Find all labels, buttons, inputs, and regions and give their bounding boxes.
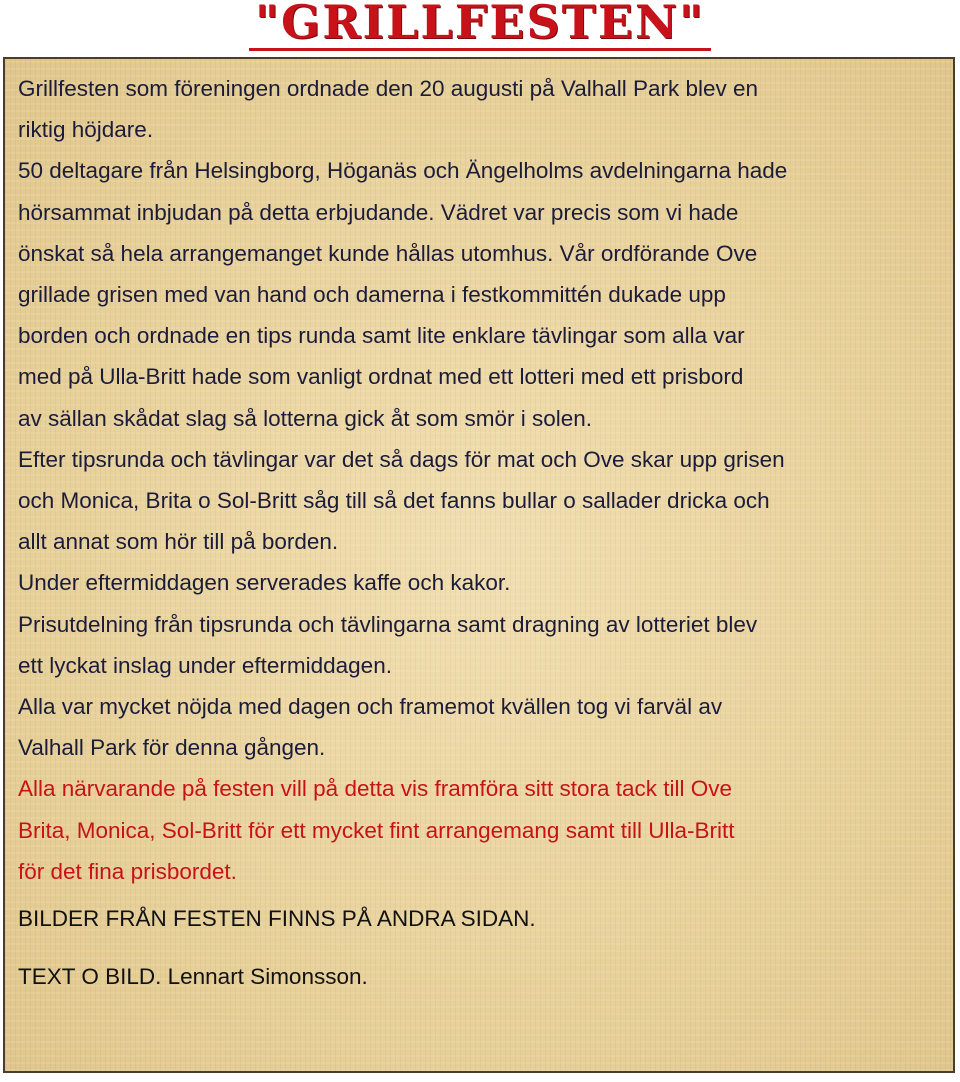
article-line: borden och ordnade en tips runda samt lite enklare tävlingar som alla var [18,323,745,349]
thanks-line: för det fina prisbordet. [18,858,237,884]
article-line: och Monica, Brita o Sol-Britt såg till så det fanns bullar o sallader dricka och [18,488,770,514]
article-line: Efter tipsrunda och tävlingar var det så dags för mat och Ove skar upp grisen [18,446,785,472]
article-line: Alla var mycket nöjda med dagen och framemot kvällen tog vi farväl av [18,694,723,720]
article-line: hörsammat inbjudan på detta erbjudande. Vädret var precis som vi hade [18,199,739,225]
article-panel [3,57,955,1073]
article-line: Grillfesten som föreningen ordnade den 20 augusti på Valhall Park blev en [18,76,759,101]
title-underline [249,0,711,51]
title-open-quote: " [255,0,281,49]
page-title [0,0,960,51]
article-line: grillade grisen med van hand och damerna i festkommittén dukade upp [18,282,726,308]
article-line: av sällan skådat slag så lotterna gick åt som smör i solen. [18,405,593,431]
title-close-quote: " [679,0,705,49]
article-line: Prisutdelning från tipsrunda och tävlingarna samt dragning av lotteriet blev [18,611,758,637]
thanks-line: Brita, Monica, Sol-Britt för ett mycket fint arrangemang samt till Ulla-Britt [18,817,735,843]
thanks-line: Alla närvarande på festen vill på detta vis framföra sitt stora tack till Ove [18,776,733,802]
article-body [18,68,948,892]
article-line: Valhall Park för denna gången. [18,735,326,761]
article-line: ett lyckat inslag under eftermiddagen. [18,652,392,678]
author-credit: TEXT O BILD. Lennart Simonsson. [18,964,368,989]
article-line: Under eftermiddagen serverades kaffe och kakor. [18,570,511,596]
photos-note: BILDER FRÅN FESTEN FINNS PÅ ANDRA SIDAN. [18,906,536,931]
title-text: GRILLFESTEN [281,0,679,49]
article-line: 50 deltagare från Helsingborg, Höganäs och Ängelholms avdelningarna hade [18,158,788,184]
article-line: allt annat som hör till på borden. [18,529,339,555]
article-line: riktig höjdare. [18,117,154,143]
article-line: önskat så hela arrangemanget kunde hållas utomhus. Vår ordförande Ove [18,240,758,266]
article-line: med på Ulla-Britt hade som vanligt ordnat med ett lotteri med ett prisbord [18,364,744,390]
